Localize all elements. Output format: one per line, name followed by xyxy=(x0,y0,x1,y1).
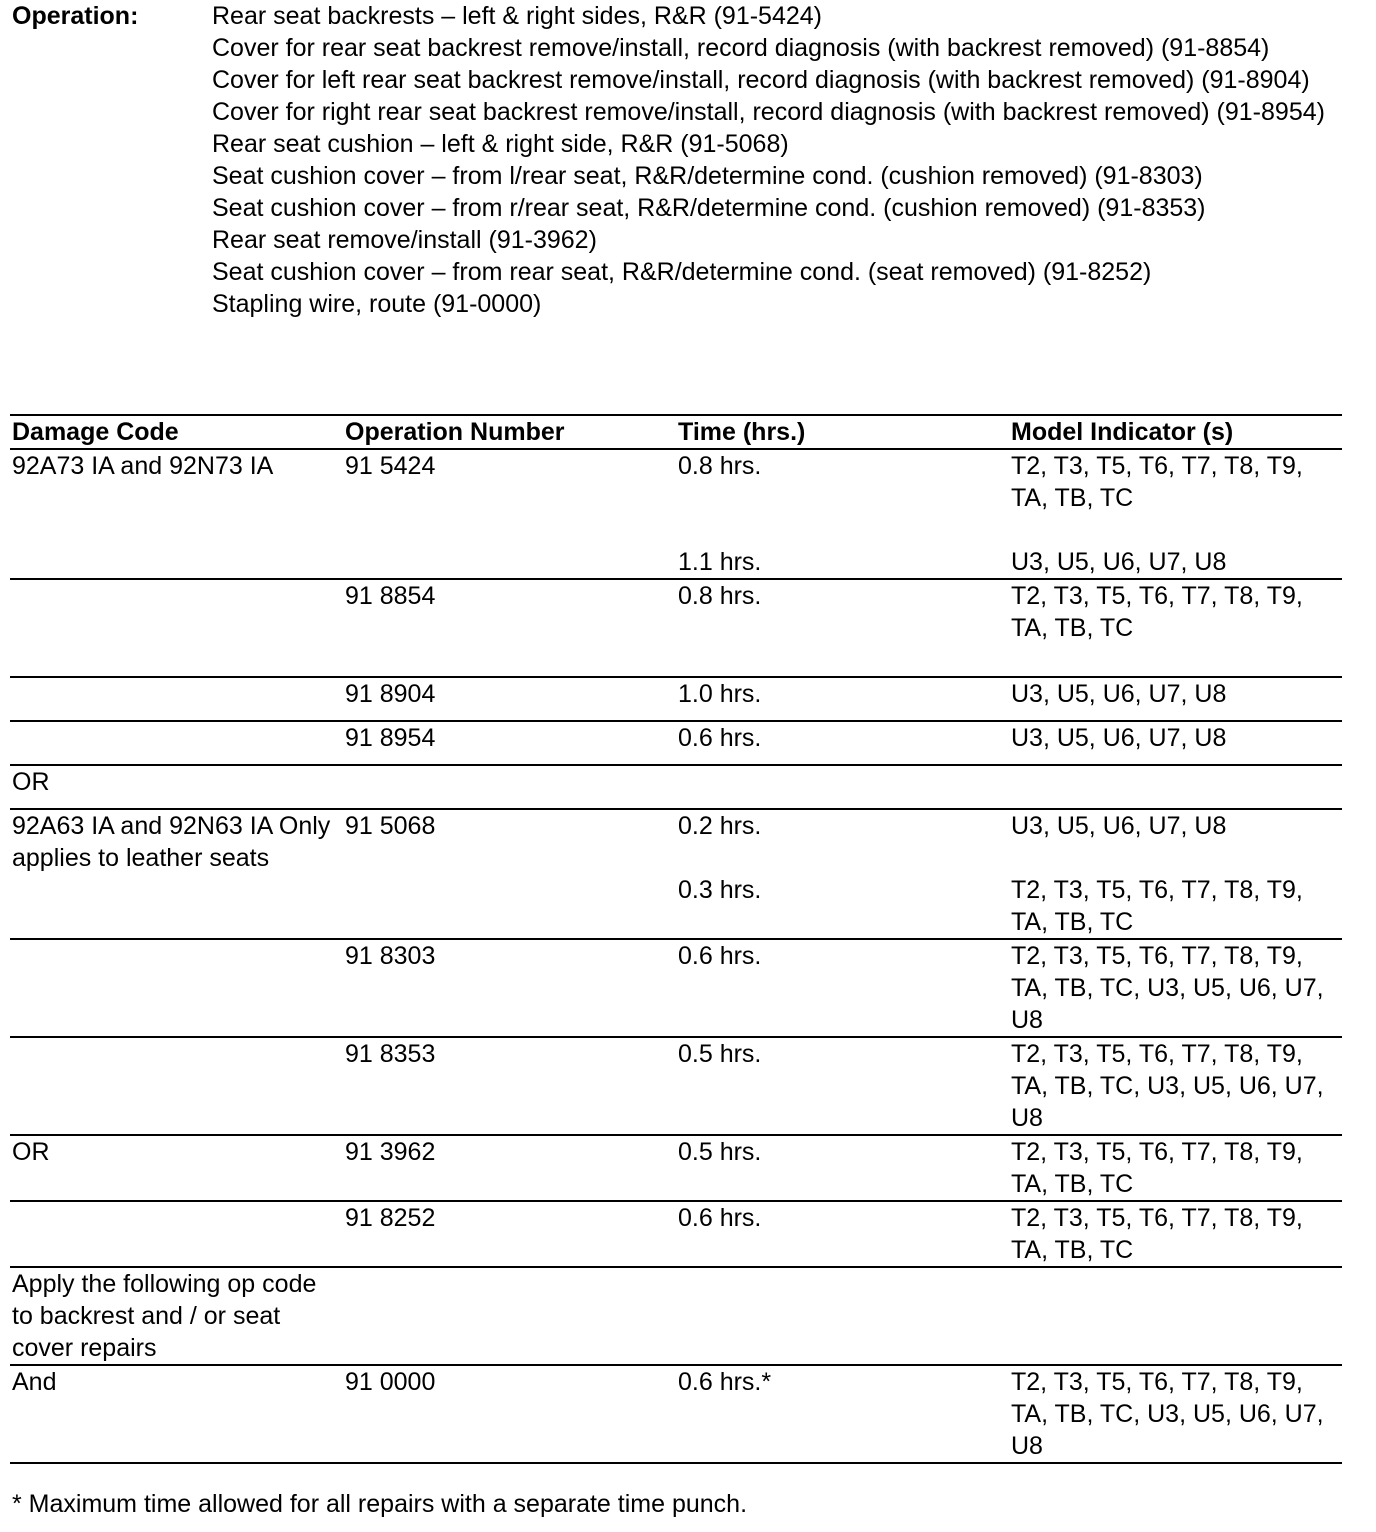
model-indicator-cell: U3, U5, U6, U7, U8 xyxy=(1009,546,1342,579)
model-indicator-text: U3, U5, U6, U7, U8 xyxy=(1011,812,1227,840)
operation-line: Seat cushion cover – from rear seat, R&R/determine cond. (seat removed) (91-8252) xyxy=(212,258,1152,286)
table-row xyxy=(10,1037,1342,1135)
operation-number-cell: 91 3962 xyxy=(343,1135,676,1201)
damage-code-cell: OR xyxy=(10,765,343,809)
operation-number-cell xyxy=(343,765,676,809)
model-indicator-cell xyxy=(1009,1267,1342,1365)
operation-number-cell: 91 8353 xyxy=(343,1037,676,1135)
operation-line: Rear seat backrests – left & right sides, R&R (91-5424) xyxy=(212,2,822,30)
damage-code-cell xyxy=(10,939,343,1037)
header-damage-code: Damage Code xyxy=(10,415,343,449)
model-indicator-cell: T2, T3, T5, T6, T7, T8, T9, TA, TB, TC xyxy=(1009,1201,1342,1267)
header-operation-number: Operation Number xyxy=(343,415,676,449)
model-indicator-cell xyxy=(1009,579,1342,677)
operation-line: Seat cushion cover – from r/rear seat, R&R/determine cond. (cushion removed) (91-8353) xyxy=(212,194,1206,222)
time-cell xyxy=(676,809,1009,939)
operation-number-cell xyxy=(343,546,676,579)
table-row xyxy=(10,546,1342,579)
operation-number-cell: 91 5068 xyxy=(343,809,676,939)
damage-code-cell: And xyxy=(10,1365,343,1463)
operation-line: Rear seat cushion – left & right side, R&R (91-5068) xyxy=(212,130,789,158)
model-indicator-cell: T2, T3, T5, T6, T7, T8, T9, TA, TB, TC, U3, U5, U6, U7, U8 xyxy=(1009,1365,1342,1463)
damage-code-cell xyxy=(10,721,343,765)
table-row xyxy=(10,579,1342,677)
table-row xyxy=(10,939,1342,1037)
table-header-row xyxy=(10,415,1342,449)
table-row xyxy=(10,809,1342,939)
operation-number-cell: 91 8954 xyxy=(343,721,676,765)
time-cell: 0.5 hrs. xyxy=(676,1037,1009,1135)
table-row xyxy=(10,765,1342,809)
operation-line: Seat cushion cover – from l/rear seat, R&R/determine cond. (cushion removed) (91-8303) xyxy=(212,162,1203,190)
header-time: Time (hrs.) xyxy=(676,415,1009,449)
damage-code-cell: 92A63 IA and 92N63 IA Only applies to leather seats xyxy=(10,809,343,939)
footnote: * Maximum time allowed for all repairs with a separate time punch. xyxy=(12,1490,748,1518)
operation-line: Cover for rear seat backrest remove/install, record diagnosis (with backrest removed) (91-8854) xyxy=(212,34,1270,62)
time-cell: 0.6 hrs. xyxy=(676,1201,1009,1267)
time-cell xyxy=(676,1267,1009,1365)
time-value: 0.2 hrs. xyxy=(678,812,762,840)
model-indicator-cell: U3, U5, U6, U7, U8 xyxy=(1009,677,1342,721)
model-indicator-cell xyxy=(1009,449,1342,546)
model-indicator-text: T2, T3, T5, T6, T7, T8, T9, TA, TB, TC xyxy=(1011,452,1303,512)
table-row xyxy=(10,1135,1342,1201)
damage-code-cell: OR xyxy=(10,1135,343,1201)
table-row xyxy=(10,721,1342,765)
time-cell: 1.0 hrs. xyxy=(676,677,1009,721)
table-row xyxy=(10,677,1342,721)
time-cell xyxy=(676,765,1009,809)
labor-time-table xyxy=(10,414,1342,1464)
table-row xyxy=(10,1267,1342,1365)
time-cell: 0.8 hrs. xyxy=(676,579,1009,677)
model-indicator-cell xyxy=(1009,765,1342,809)
damage-code-cell: 92A73 IA and 92N73 IA xyxy=(12,452,274,480)
model-indicator-cell: T2, T3, T5, T6, T7, T8, T9, TA, TB, TC, U3, U5, U6, U7, U8 xyxy=(1009,1037,1342,1135)
table-row xyxy=(10,1365,1342,1463)
operation-line: Rear seat remove/install (91-3962) xyxy=(212,226,597,254)
model-indicator-cell: U3, U5, U6, U7, U8 xyxy=(1009,721,1342,765)
time-cell: 0.5 hrs. xyxy=(676,1135,1009,1201)
model-indicator-cell: T2, T3, T5, T6, T7, T8, T9, TA, TB, TC xyxy=(1009,1135,1342,1201)
operation-list xyxy=(212,0,1352,320)
damage-code-cell xyxy=(10,579,343,677)
damage-code-cell xyxy=(10,677,343,721)
model-indicator-text: T2, T3, T5, T6, T7, T8, T9, TA, TB, TC xyxy=(1011,876,1303,936)
model-indicator-cell: T2, T3, T5, T6, T7, T8, T9, TA, TB, TC, U3, U5, U6, U7, U8 xyxy=(1009,939,1342,1037)
time-cell: 0.6 hrs. xyxy=(676,939,1009,1037)
operation-line: Cover for left rear seat backrest remove/install, record diagnosis (with backrest removed) (91-8904) xyxy=(212,66,1310,94)
operation-number-cell: 91 8854 xyxy=(343,579,676,677)
time-cell: 0.6 hrs.* xyxy=(676,1365,1009,1463)
operation-number-cell: 91 5424 xyxy=(345,452,436,480)
operation-number-cell: 91 8303 xyxy=(343,939,676,1037)
time-cell: 0.8 hrs. xyxy=(678,452,762,480)
damage-code-cell xyxy=(10,1037,343,1135)
time-cell: 1.1 hrs. xyxy=(676,546,1009,579)
damage-code-cell xyxy=(10,1201,343,1267)
time-value: 0.3 hrs. xyxy=(678,876,762,904)
table-row xyxy=(10,1201,1342,1267)
operation-number-cell xyxy=(343,1267,676,1365)
header-model-indicator: Model Indicator (s) xyxy=(1009,415,1342,449)
operation-line: Stapling wire, route (91-0000) xyxy=(212,290,542,318)
operation-number-cell: 91 0000 xyxy=(343,1365,676,1463)
operation-line: Cover for right rear seat backrest remove/install, record diagnosis (with backrest removed) (91-8954) xyxy=(212,98,1325,126)
time-cell: 0.6 hrs. xyxy=(676,721,1009,765)
model-indicator-cell xyxy=(1009,809,1342,939)
damage-code-cell xyxy=(10,546,343,579)
damage-code-cell: Apply the following op code to backrest and / or seat cover repairs xyxy=(10,1267,343,1365)
operation-number-cell: 91 8252 xyxy=(343,1201,676,1267)
operation-label: Operation: xyxy=(12,2,139,30)
operation-number-cell: 91 8904 xyxy=(343,677,676,721)
model-indicator-text: T2, T3, T5, T6, T7, T8, T9, TA, TB, TC xyxy=(1011,582,1303,642)
table-row xyxy=(10,449,1342,546)
